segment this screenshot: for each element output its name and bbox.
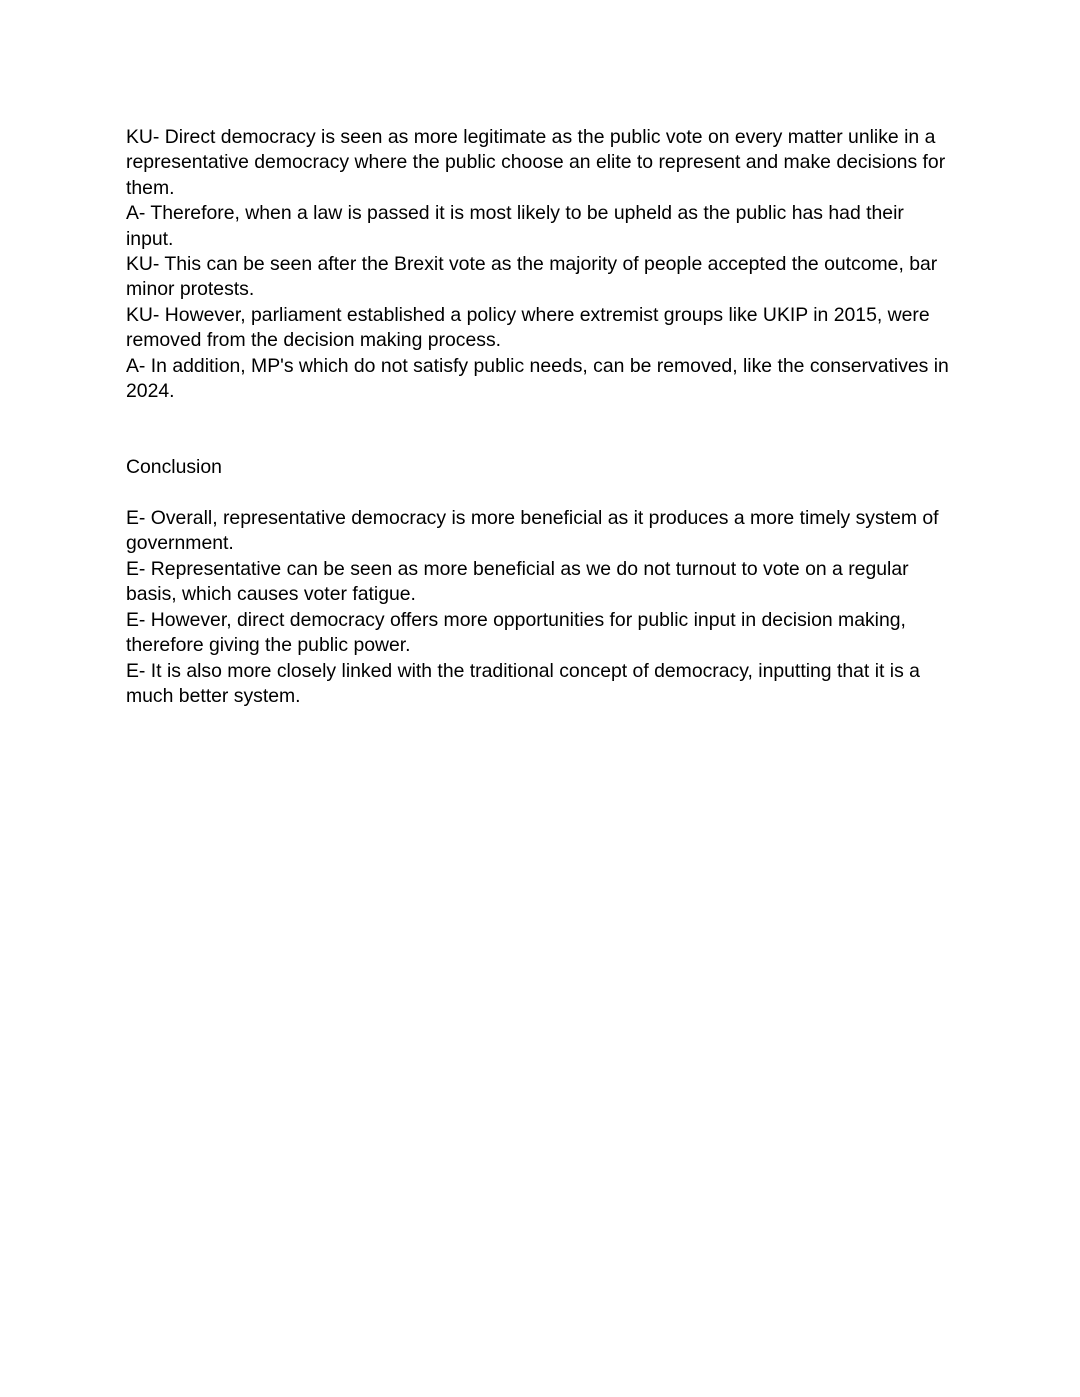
essay-paragraph: E- Overall, representative democracy is more beneficial as it produces a more timely system of government. [126, 507, 939, 555]
essay-text-block [126, 125, 952, 709]
essay-paragraph: E- It is also more closely linked with the traditional concept of democracy, inputting that it is a much better system. [126, 659, 920, 707]
essay-paragraph: KU- This can be seen after the Brexit vote as the majority of people accepted the outcome, bar minor protests. [126, 253, 938, 301]
essay-paragraph: A- In addition, MP's which do not satisfy public needs, can be removed, like the conservatives in 2024. [126, 354, 949, 403]
essay-paragraph: E- However, direct democracy offers more opportunities for public input in decision making, therefore giving the public power. [126, 608, 906, 657]
essay-paragraph: KU- However, parliament established a policy where extremist groups like UKIP in 2015, were removed from the decision making process. [126, 303, 930, 352]
essay-paragraph: A- Therefore, when a law is passed it is most likely to be upheld as the public has had their input. [126, 202, 904, 250]
conclusion-heading: Conclusion [126, 456, 222, 479]
essay-paragraph: KU- Direct democracy is seen as more legitimate as the public vote on every matter unlike in a representative democracy where the public choose an elite to represent and make decisions for them. [126, 126, 946, 199]
essay-paragraph: E- Representative can be seen as more beneficial as we do not turnout to vote on a regular basis, which causes voter fatigue. [126, 557, 909, 606]
